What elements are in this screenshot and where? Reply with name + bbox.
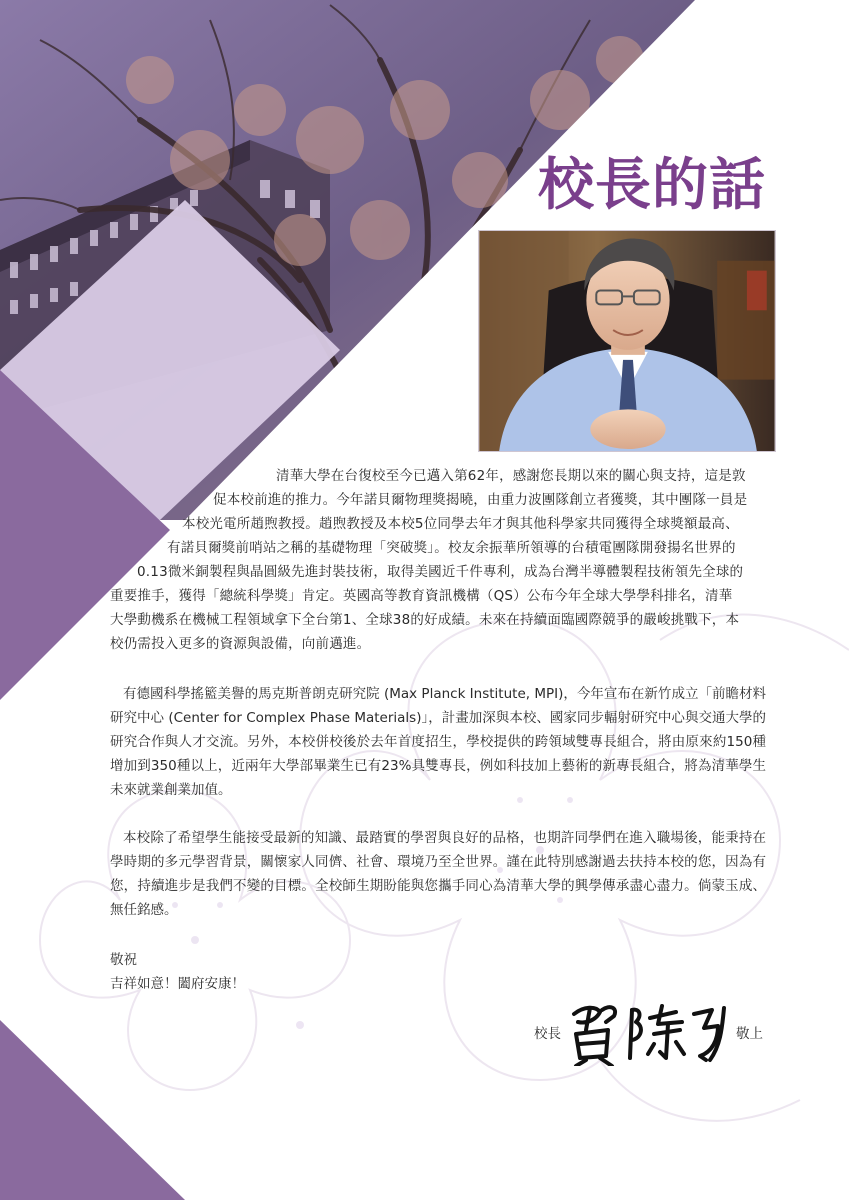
para1-line: 促本校前進的推力。今年諾貝爾物理獎揭曉，由重力波團隊創立者獲獎，其中團隊一員是 xyxy=(213,492,748,508)
para1-line: 有諾貝爾獎前哨站之稱的基礎物理「突破獎」。校友余振華所領導的台積電團隊開發揚名世界的 xyxy=(167,540,736,556)
signoff-role: 校長 xyxy=(534,1026,561,1042)
paragraph-3: 本校除了希望學生能接受最新的知識、最踏實的學習與良好的品格，也期許同學們在進入職場後，能秉持在學時期的多元學習背景，關懷家人同儕、社會、環境乃至全世界。謹在此特別感謝過去扶持本校的您，因為有您，持續進步是我們不變的目標。全校師生期盼能與您攜手同心為清華大學的興學傳承盡心盡力。倘蒙玉成、無任銘感。 xyxy=(110,830,766,918)
para1-line: 清華大學在台復校至今已邁入第62年，感謝您長期以來的關心與支持，這是敦 xyxy=(276,468,746,484)
paragraph-2: 有德國科學搖籃美譽的馬克斯普朗克研究院 (Max Planck Institute, MPI)，今年宣布在新竹成立「前瞻材料研究中心 (Center for Complex Phase Materials)」，計畫加深與本校、國家同步輻射研究中心與交通大學的研究合作與人才交流。另外，本校併校後於去年首度招生，學校提供的跨領域雙專長組合，將由原來約150種增加到350種以上，近兩年大學部畢業生已有23%具雙專長，例如科技加上藝術的新專長組合，將為清華學生未來就業創業加值。 xyxy=(110,686,766,798)
greeting: 敬祝 xyxy=(110,952,137,968)
para1-line: 校仍需投入更多的資源與設備，向前邁進。 xyxy=(110,636,371,652)
signoff-post: 敬上 xyxy=(736,1026,763,1042)
purple-triangle-bottom xyxy=(0,1020,185,1200)
blessing: 吉祥如意！闔府安康！ xyxy=(110,976,245,992)
para1-line: 0.13微米銅製程與晶圓級先進封裝技術，取得美國近千件專利，成為台灣半導體製程技術領先全球的 xyxy=(137,564,744,580)
principal-portrait xyxy=(478,230,776,452)
para1-line: 大學動機系在機械工程領域拿下全台第1、全球38的好成績。未來在持續面臨國際競爭的嚴峻挑戰下，本 xyxy=(110,612,740,628)
handwritten-signature xyxy=(566,1000,732,1066)
para1-line: 重要推手，獲得「總統科學獎」肯定。英國高等教育資訊機構（QS）公布今年全球大學學科排名，清華 xyxy=(110,588,733,604)
para1-line: 本校光電所趙煦教授。趙煦教授及本校5位同學去年才與其他科學家共同獲得全球獎額最高、 xyxy=(182,516,739,532)
page-title: 校長的話 xyxy=(538,152,766,218)
